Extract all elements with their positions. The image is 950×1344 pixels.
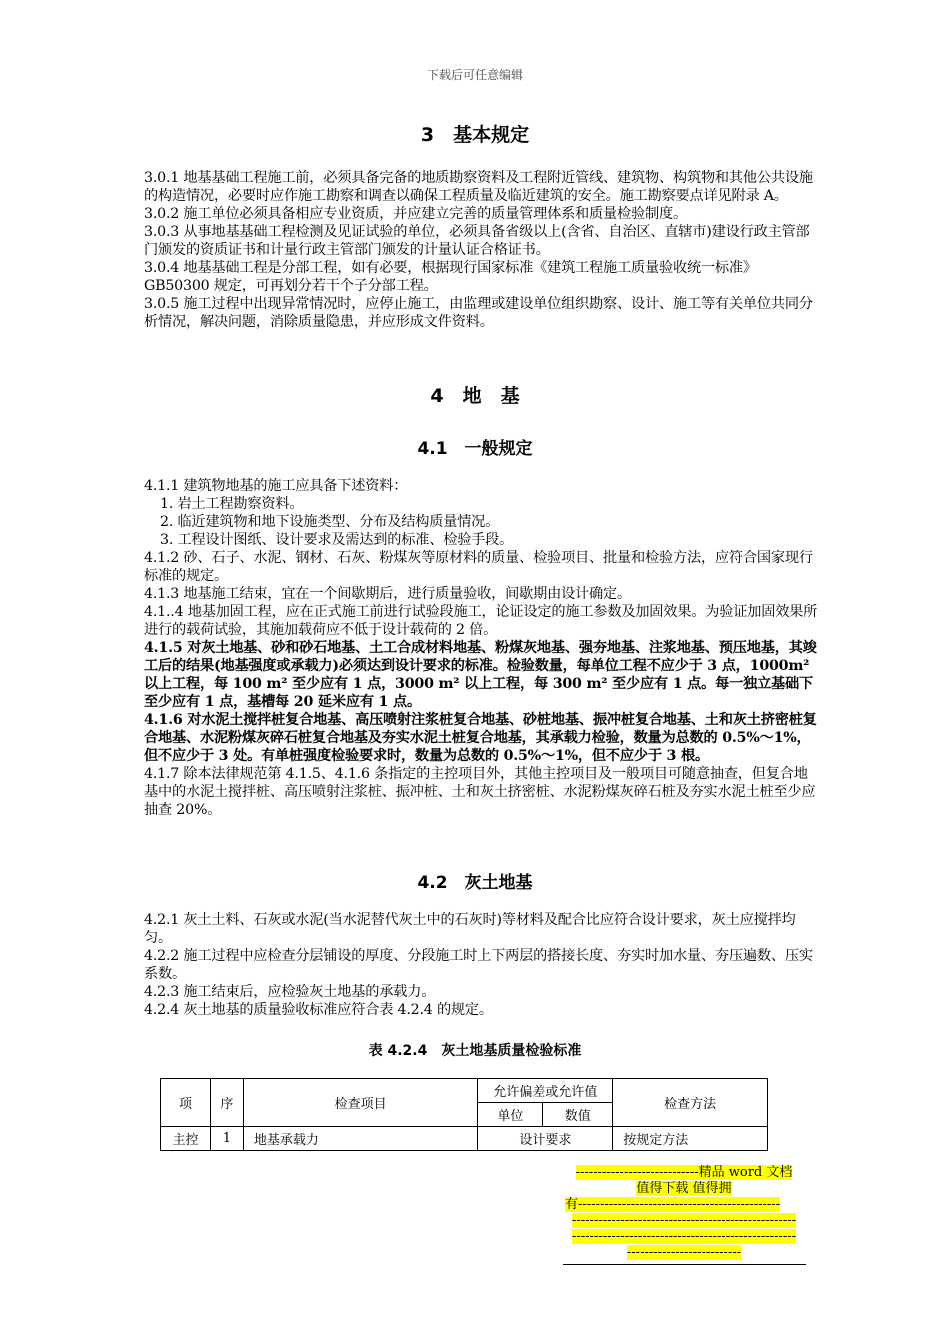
section-4-2-body xyxy=(144,911,820,1019)
clause-3-0-4: 3.0.4 地基基础工程是分部工程，如有必要，根据现行国家标准《建筑工程施工质量验收统一标准》GB50300 规定，可再划分若干个子分部工程。 xyxy=(144,260,757,294)
section-3-body xyxy=(144,169,820,331)
inspection-standard-table xyxy=(160,1078,768,1151)
cell-item-type: 主控 xyxy=(161,1127,211,1151)
table-header-row xyxy=(161,1079,768,1103)
banner-line-3: 有---------------------------------------------- xyxy=(565,1197,781,1212)
header-check-item: 检查项目 xyxy=(243,1079,478,1127)
clause-3-0-2: 3.0.2 施工单位必须具备相应专业资质，并应建立完善的质量管理体系和质量检验制度。 xyxy=(144,206,687,222)
header-tolerance: 允许偏差或允许值 xyxy=(478,1079,613,1103)
banner-line-4: --------------------------------------------------- xyxy=(571,1213,797,1228)
clause-4-1-1: 4.1.1 建筑物地基的施工应具备下述资料： xyxy=(144,478,408,494)
section-4-title: 4 地 基 xyxy=(430,385,520,407)
clause-4-1-6: 4.1.6 对水泥土搅拌桩复合地基、高压喷射注浆桩复合地基、砂桩地基、振冲桩复合地基、土和灰土挤密桩复合地基、水泥粉煤灰碎石桩复合地基及夯实水泥土桩复合地基，其承载力检验，数量为总数的 0.5%～1%，但不应少于 3 处。有单桩强度检验要求时，数量为总数的 0.5%～1%，但不应少于 3 根。 xyxy=(144,712,817,764)
cell-seq: 1 xyxy=(210,1127,243,1151)
page-header: 下载后可任意编辑 xyxy=(426,68,523,82)
clause-4-2-1: 4.2.1 灰土土料、石灰或水泥(当水泥替代灰土中的石灰时)等材料及配合比应符合设计要求，灰土应搅拌均匀。 xyxy=(144,912,796,946)
table-caption: 表 4.2.4 灰土地基质量检验标准 xyxy=(368,1043,582,1059)
header-value: 数值 xyxy=(543,1103,613,1127)
clause-3-0-3: 3.0.3 从事地基基础工程检测及见证试验的单位，必须具备省级以上(含省、自治区、直辖市)建设行政主管部门颁发的资质证书和计量行政主管部门颁发的计量认证合格证书。 xyxy=(144,224,810,258)
list-item: 2. 临近建筑物和地下设施类型、分布及结构质量情况。 xyxy=(160,514,500,530)
banner-line-6: -------------------------- xyxy=(626,1245,742,1260)
clause-4-2-4: 4.2.4 灰土地基的质量验收标准应符合表 4.2.4 的规定。 xyxy=(144,1002,493,1018)
section-3-title: 3 基本规定 xyxy=(420,124,530,146)
clause-4-2-3: 4.2.3 施工结束后，应检验灰土地基的承载力。 xyxy=(144,984,436,1000)
clause-4-1-7: 4.1.7 除本法律规范第 4.1.5、4.1.6 条指定的主控项目外，其他主控项目及一般项目可随意抽查，但复合地基中的水泥土搅拌桩、高压喷射注浆桩、振冲桩、土和灰土挤密桩、水泥粉煤灰碎石桩及夯实水泥土桩至少应抽查 20%。 xyxy=(144,766,816,818)
clause-3-0-5: 3.0.5 施工过程中出现异常情况时，应停止施工，由监理或建设单位组织勘察、设计、施工等有关单位共同分析情况，解决问题，消除质量隐患，并应形成文件资料。 xyxy=(144,296,813,330)
header-seq: 序 xyxy=(210,1079,243,1127)
list-item: 1. 岩土工程勘察资料。 xyxy=(160,496,304,512)
clause-4-1-2: 4.1.2 砂、石子、水泥、钢材、石灰、粉煤灰等原材料的质量、检验项目、批量和检验方法，应符合国家现行标准的规定。 xyxy=(144,550,813,584)
header-unit: 单位 xyxy=(478,1103,543,1127)
promo-banner xyxy=(565,1165,803,1261)
banner-line-5: --------------------------------------------------- xyxy=(571,1229,797,1244)
header-method: 检查方法 xyxy=(613,1079,768,1127)
clause-3-0-1: 3.0.1 地基基础工程施工前，必须具备完备的地质勘察资料及工程附近管线、建筑物、构筑物和其他公共设施的构造情况，必要时应作施工勘察和调查以确保工程质量及临近建筑的安全。施工勘察要点详见附录 A。 xyxy=(144,170,813,204)
footer-divider xyxy=(563,1264,806,1265)
cell-tolerance: 设计要求 xyxy=(478,1127,613,1151)
section-4-1-body xyxy=(144,477,820,819)
clause-4-1-5: 4.1.5 对灰土地基、砂和砂石地基、土工合成材料地基、粉煤灰地基、强夯地基、注浆地基、预压地基，其竣工后的结果(地基强度或承载力)必须达到设计要求的标准。检验数量，每单位工程不应少于 3 点，1000m² 以上工程，每 100 m² 至少应有 1 点，3000 m² 以上工程，每 300 m² 至少应有 1 点。每一独立基础下至少应有 1 点，基槽每 20 延米应有 1 点。 xyxy=(144,640,817,710)
cell-check-item: 地基承载力 xyxy=(243,1127,478,1151)
banner-line-2: 值得下载 值得拥 xyxy=(636,1181,732,1196)
list-item: 3. 工程设计图纸、设计要求及需达到的标准、检验手段。 xyxy=(160,532,514,548)
section-4-2-title: 4.2 灰土地基 xyxy=(417,873,533,893)
clause-4-2-2: 4.2.2 施工过程中应检查分层铺设的厚度、分段施工时上下两层的搭接长度、夯实时加水量、夯压遍数、压实系数。 xyxy=(144,948,813,982)
clause-4-1-4: 4.1..4 地基加固工程，应在正式施工前进行试验段施工，论证设定的施工参数及加固效果。为验证加固效果所进行的载荷试验，其施加载荷应不低于设计载荷的 2 倍。 xyxy=(144,604,818,638)
header-item-type: 项 xyxy=(161,1079,211,1127)
cell-method: 按规定方法 xyxy=(613,1127,768,1151)
table-row xyxy=(161,1127,768,1151)
banner-line-1: ----------------------------精品 word 文档 xyxy=(575,1165,793,1180)
section-4-1-title: 4.1 一般规定 xyxy=(417,439,533,459)
clause-4-1-3: 4.1.3 地基施工结束，宜在一个间歇期后，进行质量验收，间歇期由设计确定。 xyxy=(144,586,632,602)
